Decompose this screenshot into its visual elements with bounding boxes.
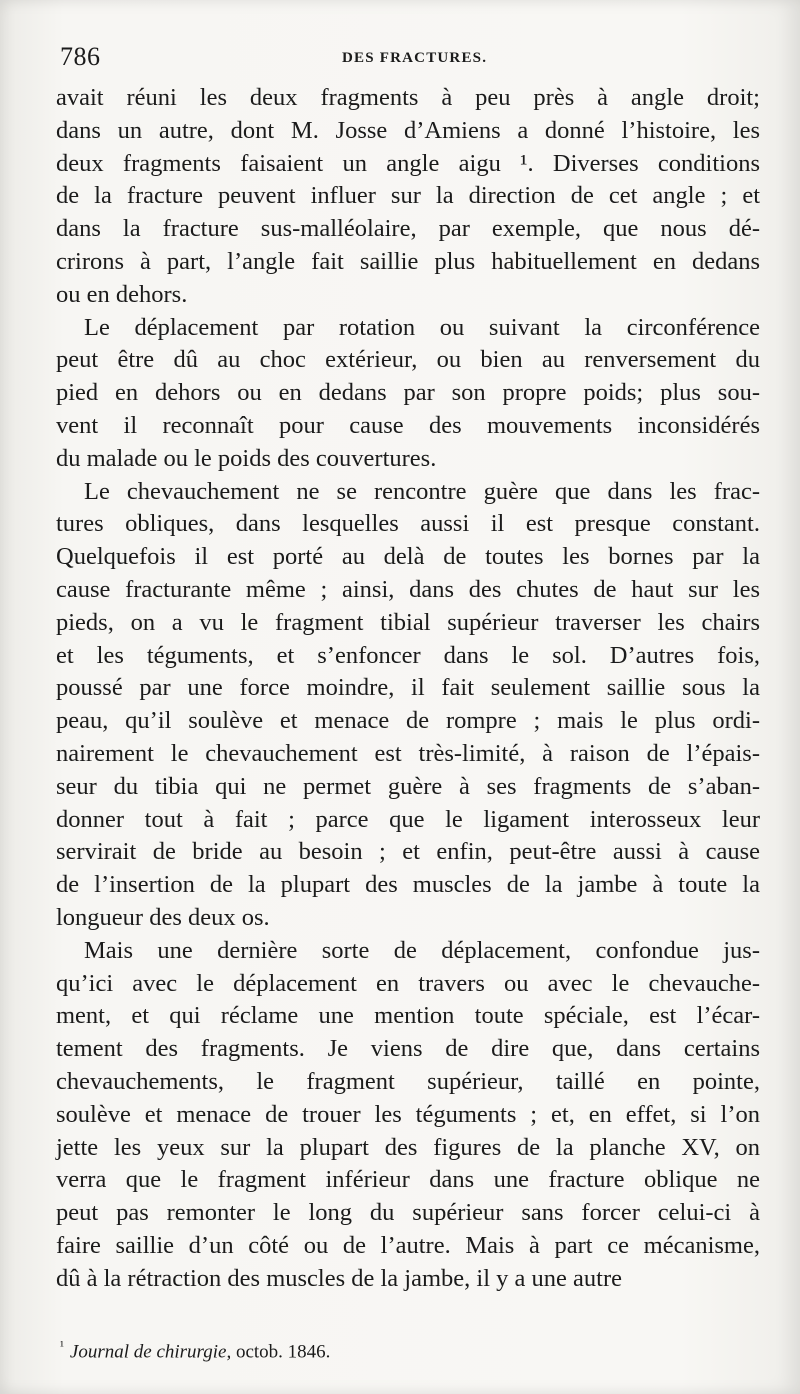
page-number: 786	[60, 42, 101, 71]
text-line: faire saillie d’un côté ou de l’autre. Mais à part ce mécanisme,	[56, 1231, 760, 1259]
text-line: dû à la rétraction des muscles de la jambe, il y a une autre	[56, 1264, 623, 1292]
text-line: Le déplacement par rotation ou suivant la circonférence	[84, 313, 760, 341]
text-line: servirait de bride au besoin ; et enfin, peut-être aussi à cause	[56, 838, 760, 866]
text-line: Quelquefois il est porté au delà de toutes les bornes par la	[56, 543, 760, 571]
footnote	[60, 1334, 764, 1364]
paragraph	[56, 312, 760, 476]
text-line: donner tout à fait ; parce que le ligament interosseux leur	[56, 805, 760, 833]
footnote-mark: ¹	[60, 1338, 64, 1353]
text-line: seur du tibia qui ne permet guère à ses fragments de s’aban-	[56, 772, 760, 800]
text-line: crirons à part, l’angle fait saillie plus habituellement en dedans	[56, 247, 760, 275]
text-line: cause fracturante même ; ainsi, dans des chutes de haut sur les	[56, 575, 760, 603]
text-line: tures obliques, dans lesquelles aussi il est presque constant.	[56, 510, 760, 538]
text-line: du malade ou le poids des couvertures.	[56, 444, 437, 472]
text-line: chevauchements, le fragment supérieur, taillé en pointe,	[56, 1067, 760, 1095]
text-line: pieds, on a vu le fragment tibial supérieur traverser les chairs	[56, 608, 760, 636]
text-line: longueur des deux os.	[56, 903, 270, 931]
text-line: avait réuni les deux fragments à peu près à angle droit;	[56, 84, 760, 111]
footnote-area	[60, 1334, 764, 1364]
text-line: qu’ici avec le déplacement en travers ou avec le chevauche-	[56, 969, 760, 997]
footnote-date: octob. 1846.	[231, 1341, 331, 1363]
paragraph	[56, 82, 760, 312]
text-line: peau, qu’il soulève et menace de rompre ; mais le plus ordi-	[56, 707, 760, 735]
footnote-journal: Journal de chirurgie,	[69, 1341, 232, 1363]
text-line: de l’insertion de la plupart des muscles de la jambe à toute la	[56, 871, 760, 899]
text-line: peut être dû au choc extérieur, ou bien au renversement du	[56, 346, 760, 374]
text-line: de la fracture peuvent influer sur la direction de cet angle ; et	[56, 182, 760, 210]
paragraph	[56, 476, 760, 935]
text-line: ou en dehors.	[56, 280, 188, 308]
text-line: dans un autre, dont M. Josse d’Amiens a donné l’histoire, les	[56, 116, 760, 144]
text-line: deux fragments faisaient un angle aigu ¹. Diverses conditions	[56, 149, 760, 177]
text-line: et les téguments, et s’enfoncer dans le sol. D’autres fois,	[56, 641, 760, 669]
paragraph	[56, 935, 760, 1296]
text-line: vent il reconnaît pour cause des mouvements inconsidérés	[56, 411, 760, 439]
text-line: tement des fragments. Je viens de dire que, dans certains	[56, 1035, 760, 1063]
body-text	[56, 82, 760, 1295]
text-line: jette les yeux sur la plupart des figures de la planche XV, on	[56, 1133, 760, 1161]
text-line: pied en dehors ou en dedans par son propre poids; plus sou-	[56, 379, 760, 407]
text-line: peut pas remonter le long du supérieur sans forcer celui-ci à	[56, 1199, 760, 1227]
text-line: Le chevauchement ne se rencontre guère que dans les frac-	[84, 477, 760, 505]
text-line: Mais une dernière sorte de déplacement, confondue jus-	[84, 936, 760, 964]
text-line: ment, et qui réclame une mention toute spéciale, est l’écar-	[56, 1002, 760, 1030]
text-line: soulève et menace de trouer les téguments ; et, en effet, si l’on	[56, 1100, 760, 1128]
text-line: dans la fracture sus-malléolaire, par exemple, que nous dé-	[56, 215, 760, 243]
running-head: DES FRACTURES.	[342, 50, 488, 66]
text-line: nairement le chevauchement est très-limité, à raison de l’épais-	[56, 739, 760, 767]
text-line: verra que le fragment inférieur dans une fracture oblique ne	[56, 1166, 760, 1194]
page-header	[60, 42, 780, 78]
text-line: poussé par une force moindre, il fait seulement saillie sous la	[56, 674, 760, 702]
